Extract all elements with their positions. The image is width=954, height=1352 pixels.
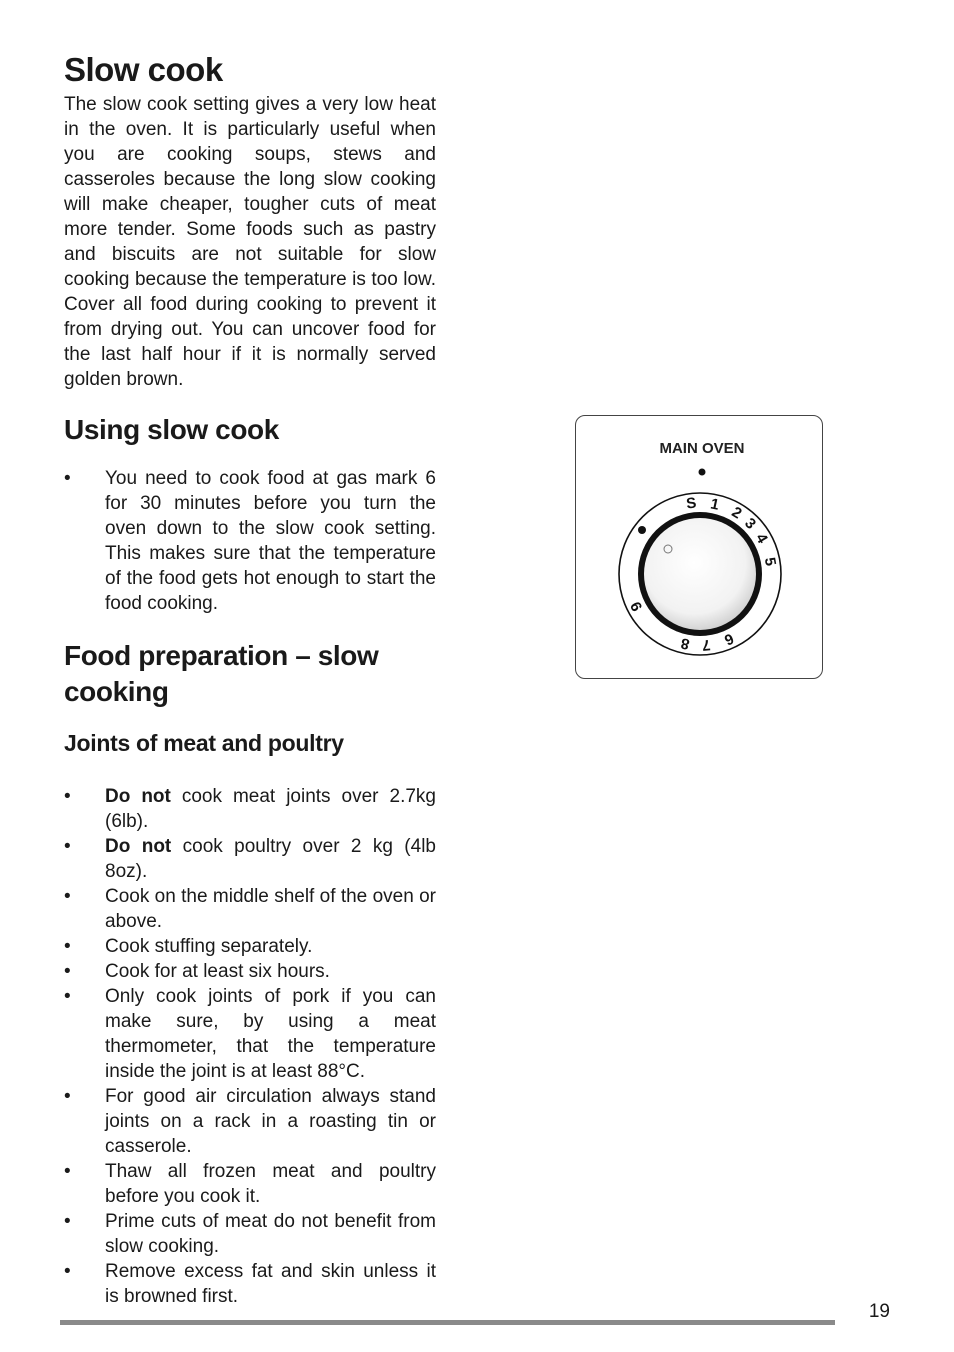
list-item: • Do not cook poultry over 2 kg (4lb 8oz). (64, 834, 436, 884)
dial-mark-5: 5 (760, 556, 779, 568)
dial-mark-s: S (685, 494, 698, 513)
dial-mark-9: 9 (627, 598, 647, 614)
dial-mark-8: 8 (679, 634, 692, 653)
subheading-joints: Joints of meat and poultry (64, 730, 344, 756)
knob-face (644, 518, 756, 630)
list-item: • For good air circulation always stand joints on a rack in a roasting tin or casserole. (64, 1084, 436, 1159)
page-number: 19 (868, 1301, 890, 1322)
list-item: • Thaw all frozen meat and poultry before you cook it. (64, 1159, 436, 1209)
heading-slow-cook: Slow cook (64, 51, 223, 88)
dial-mark-3: 3 (741, 514, 760, 533)
dial-mark-2: 2 (728, 503, 745, 523)
joints-list (64, 784, 436, 1309)
list-item: • Cook stuffing separately. (64, 934, 436, 959)
dial-mark-7: 7 (701, 635, 712, 654)
using-slow-cook-list (64, 466, 436, 616)
list-item: • Remove excess fat and skin unless it is browned first. (64, 1259, 436, 1309)
list-item: • Prime cuts of meat do not benefit from slow cooking. (64, 1209, 436, 1259)
dial-mark-4: 4 (752, 530, 771, 547)
off-position-dot (638, 526, 646, 534)
heading-food-preparation: Food preparation – slow cooking (64, 640, 379, 707)
oven-dial-svg (576, 416, 824, 680)
text-column (64, 50, 436, 1309)
heading-using-slow-cook: Using slow cook (64, 414, 279, 445)
main-oven-label: MAIN OVEN (659, 440, 745, 457)
dial-mark-6: 6 (721, 629, 737, 649)
oven-dial-illustration (575, 415, 823, 679)
list-item: • Cook for at least six hours. (64, 959, 436, 984)
dial-mark-1: 1 (708, 495, 721, 514)
list-item: • Do not cook meat joints over 2.7kg (6lb). (64, 784, 436, 834)
list-item: • Only cook joints of pork if you can make sure, by using a meat thermometer, that the temperature inside the joint is at least 88°C. (64, 984, 436, 1084)
footer-rule (60, 1320, 835, 1325)
list-item: • Cook on the middle shelf of the oven or above. (64, 884, 436, 934)
slow-cook-paragraph: The slow cook setting gives a very low heat in the oven. It is particularly useful when you are cooking soups, stews and casseroles because the long slow cooking will make cheaper, tougher cuts of meat more tender. Some foods such as pastry and biscuits are not suitable for slow cooking because the temperature is too low. Cover all food during cooking to prevent it from drying out. You can uncover food for the last half hour if it is normally served golden brown. (64, 94, 436, 390)
list-item: • You need to cook food at gas mark 6 for 30 minutes before you turn the oven down to the slow cook setting. This makes sure that the temperature of the food gets hot enough to start the food cooking. (64, 466, 436, 616)
indicator-dot (699, 469, 706, 476)
